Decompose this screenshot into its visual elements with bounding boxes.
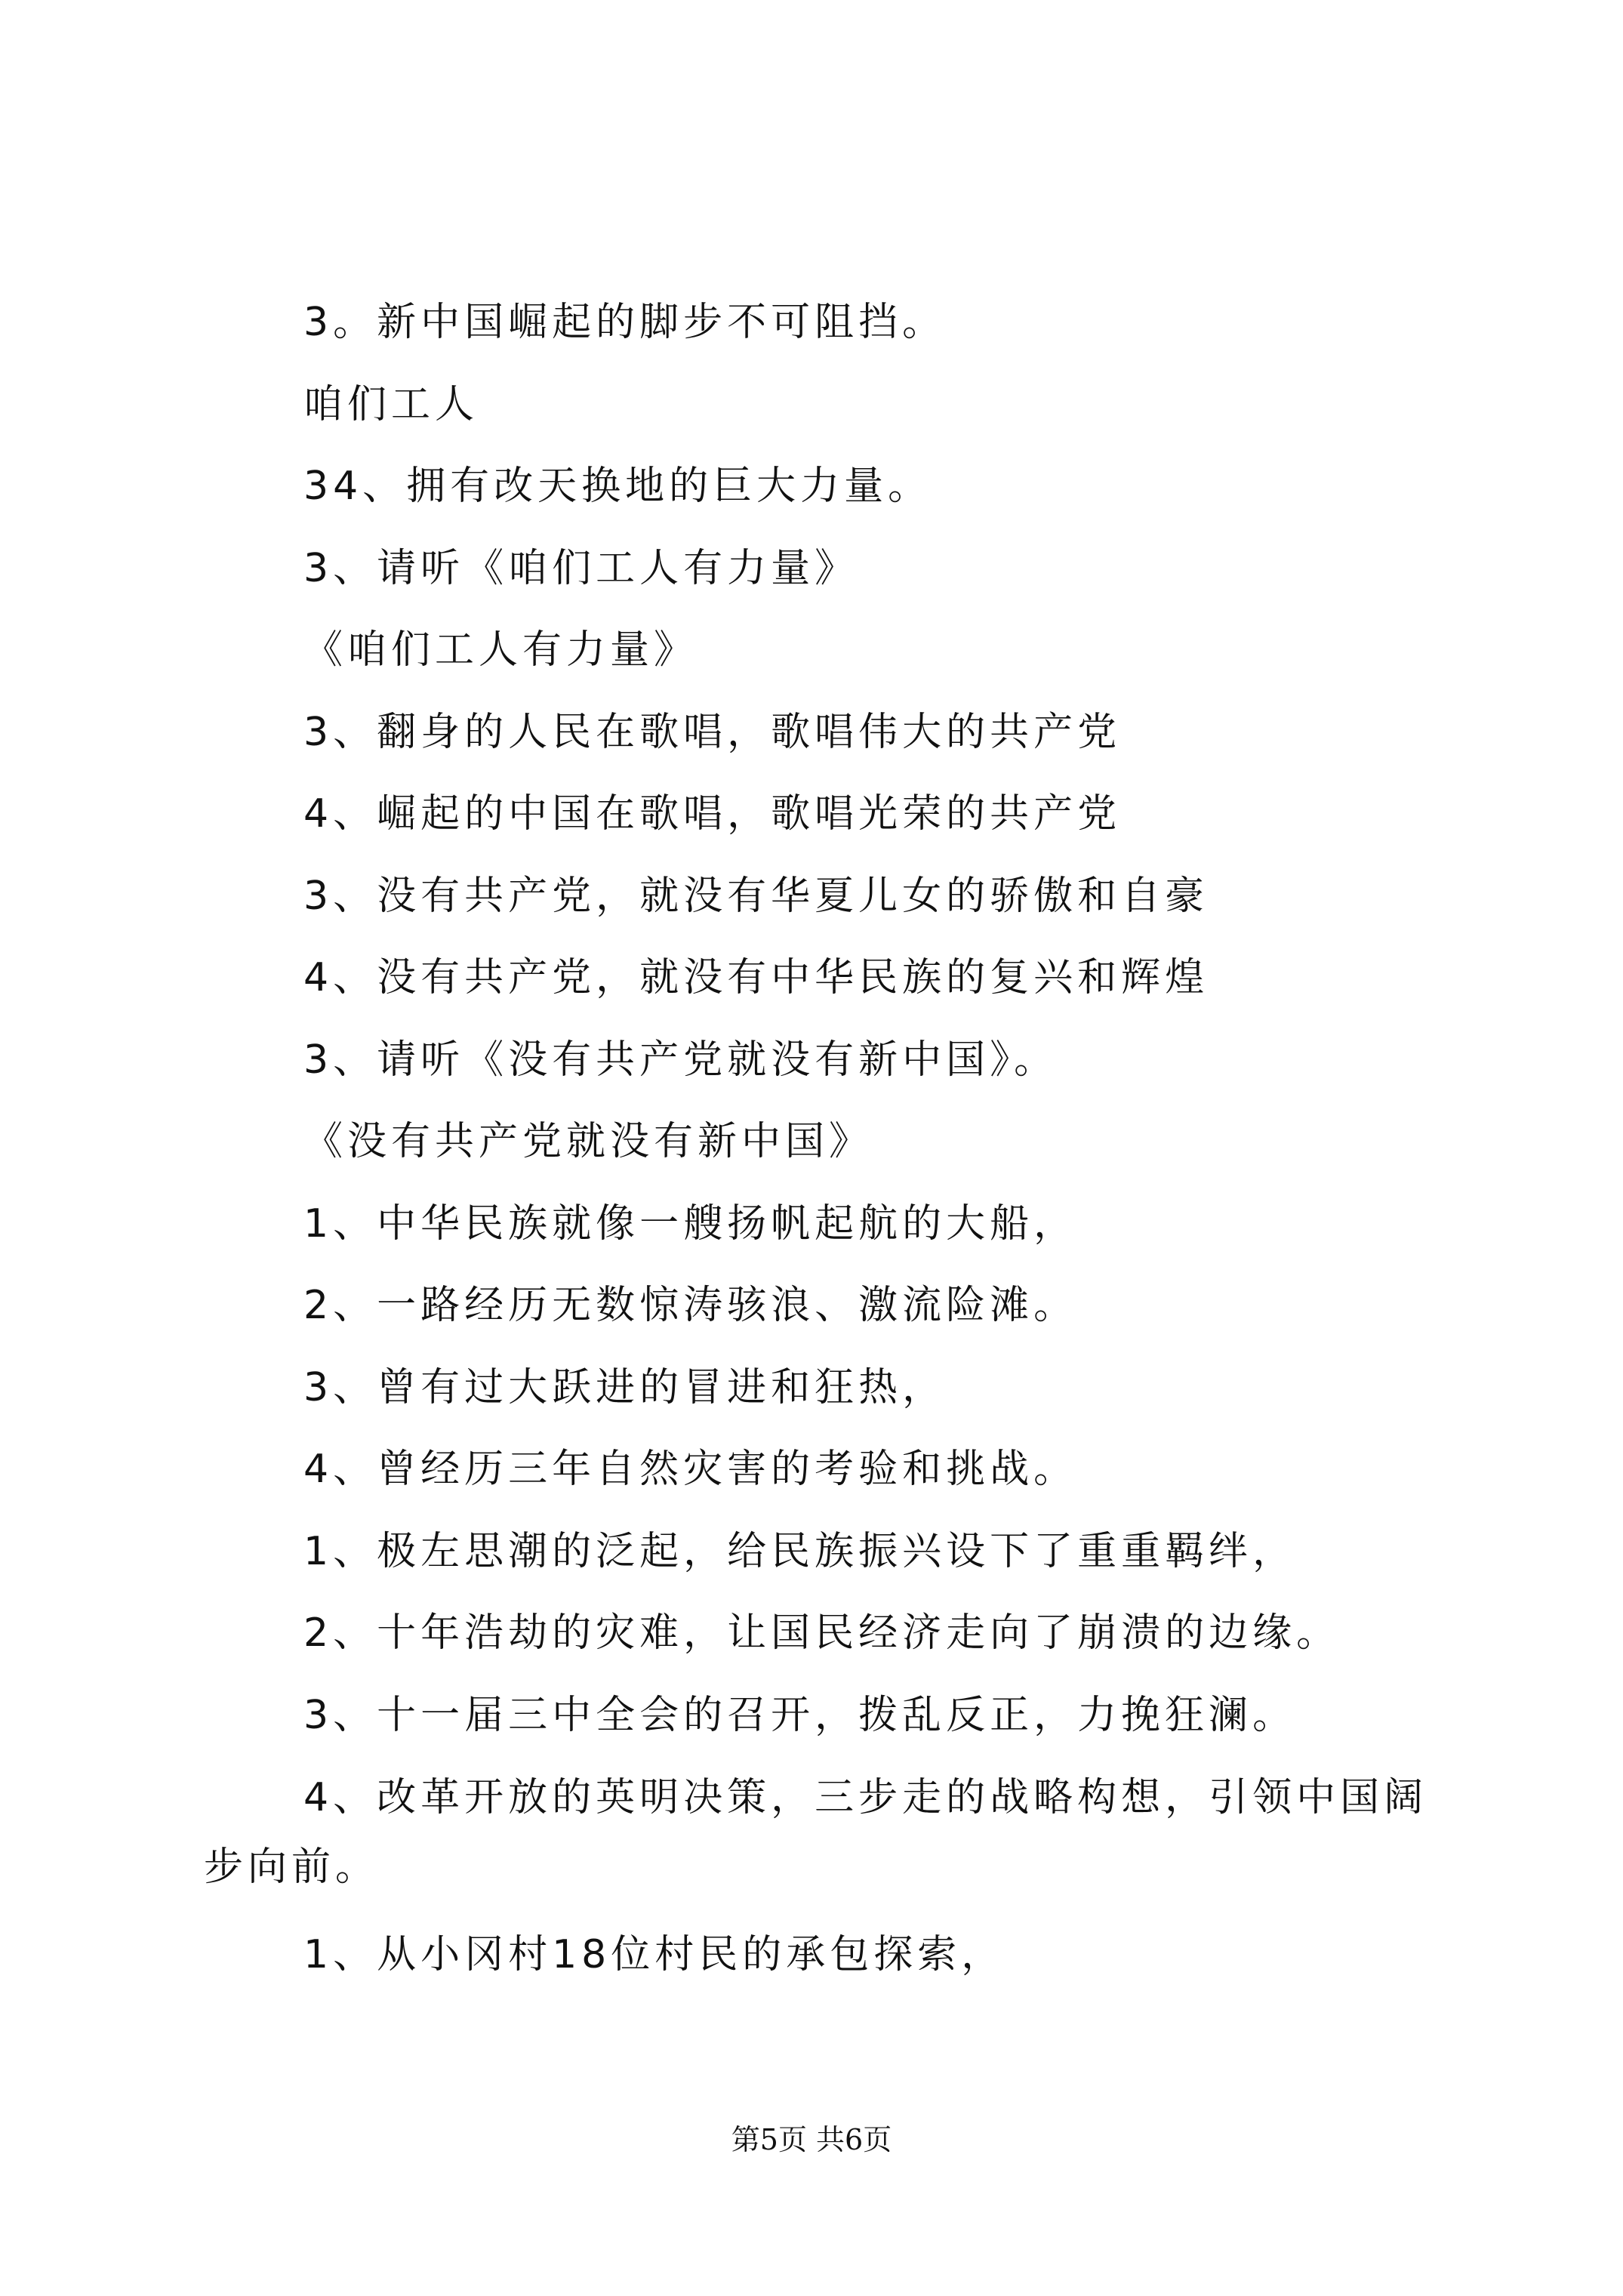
text-line: 3、没有共产党，就没有华夏儿女的骄傲和自豪	[303, 874, 1209, 919]
text-line: 1、中华民族就像一艘扬帆起航的大船，	[303, 1201, 1078, 1247]
text-line: 3、翻身的人民在歌唱，歌唱伟大的共产党	[303, 710, 1122, 755]
text-line: 4、没有共产党，就没有中华民族的复兴和辉煌	[303, 955, 1209, 1000]
text-line: 4、曾经历三年自然灾害的考验和挑战。	[303, 1447, 1078, 1492]
text-line: 《咱们工人有力量》	[303, 627, 698, 673]
text-line: 4、改革开放的英明决策，三步走的战略构想，引领中国阔	[303, 1775, 1428, 1820]
text-line: 3、请听《没有共产党就没有新中国》。	[303, 1037, 1058, 1083]
text-line: 1、极左思潮的泛起，给民族振兴设下了重重羁绊，	[303, 1529, 1297, 1574]
page-footer: 第5页 共6页	[731, 2123, 892, 2156]
text-line: 步向前。	[204, 1845, 380, 1890]
text-line: 3、曾有过大跃进的冒进和狂热，	[303, 1365, 947, 1410]
text-line: 3、十一届三中全会的召开，拨乱反正，力挽狂澜。	[303, 1693, 1297, 1738]
text-line: 2、十年浩劫的灾难，让国民经济走向了崩溃的边缘。	[303, 1610, 1341, 1656]
text-line: 《没有共产党就没有新中国》	[303, 1119, 873, 1164]
text-line: 2、一路经历无数惊涛骇浪、激流险滩。	[303, 1283, 1078, 1328]
text-line: 1、从小冈村18位村民的承包探索，	[303, 1932, 1006, 1977]
text-line: 3、请听《咱们工人有力量》	[303, 546, 859, 591]
text-line: 咱们工人	[303, 382, 479, 427]
text-line: 4、崛起的中国在歌唱，歌唱光荣的共产党	[303, 791, 1122, 837]
text-line: 34、拥有改天换地的巨大力量。	[303, 464, 932, 509]
text-line: 3。新中国崛起的脚步不可阻挡。	[303, 300, 947, 345]
